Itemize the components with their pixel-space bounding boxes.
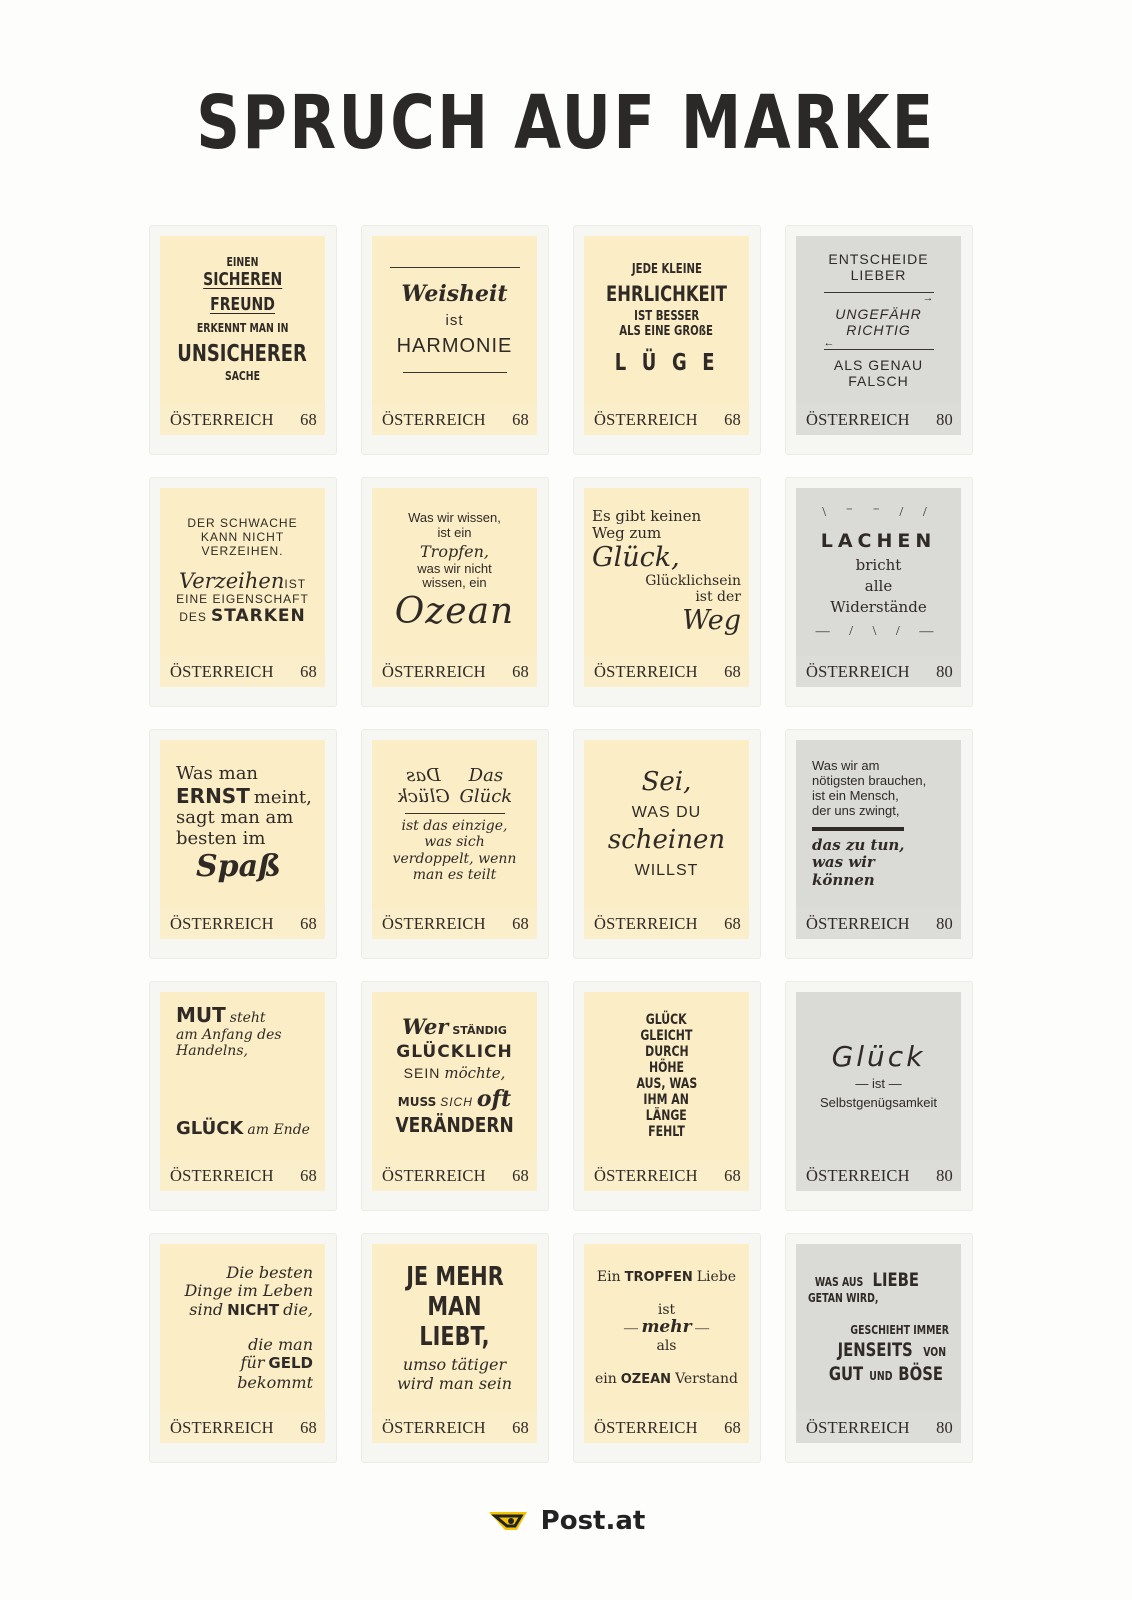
stamp-value: 68	[300, 409, 317, 429]
stamp-text: JENSEITS	[837, 1338, 914, 1361]
stamp-text: SICHEREN	[202, 269, 283, 291]
stamp-text: NICHT	[227, 1300, 280, 1319]
stamp-text: GESCHIEHT IMMER	[850, 1323, 949, 1338]
stamp-footer	[160, 908, 325, 939]
stamp-text: AUS, WAS	[636, 1076, 697, 1092]
stamp-text: EINEN	[226, 255, 259, 270]
stamp-footer	[584, 656, 749, 687]
dash-icon: —	[691, 1321, 710, 1337]
stamp-text: die man	[248, 1335, 313, 1354]
stamp-country: ÖSTERREICH	[382, 1417, 486, 1437]
stamp-frame	[149, 1233, 337, 1463]
stamp-footer	[584, 1412, 749, 1443]
stamp-footer	[160, 656, 325, 687]
stamp-text: am Anfang des	[176, 1027, 282, 1044]
stamp-text: umso tätiger	[402, 1355, 507, 1375]
arrow-right-icon: →	[824, 292, 934, 304]
stamp-text: Das	[405, 765, 441, 787]
stamp-text: als	[656, 1337, 677, 1354]
stamp-text-row	[179, 607, 305, 627]
stamp-text: können	[812, 870, 875, 889]
stamp-text: mehr	[641, 1317, 692, 1338]
stamp-text-row	[624, 1318, 709, 1338]
stamp-country: ÖSTERREICH	[170, 913, 274, 933]
stamp-frame	[785, 1233, 973, 1463]
stamp-text: möchte,	[444, 1064, 506, 1083]
stamp-text-row	[808, 1364, 949, 1386]
stamp-country: ÖSTERREICH	[594, 661, 698, 681]
stamp-value: 68	[724, 1417, 741, 1437]
stamp-value: 68	[300, 1165, 317, 1185]
stamp-text-row	[597, 1268, 736, 1286]
stamp-text: Es gibt keinen	[592, 506, 702, 525]
stamp-art	[584, 236, 749, 404]
mirrored-text	[397, 765, 450, 807]
stamp-text: die,	[283, 1299, 313, 1319]
stamp-country: ÖSTERREICH	[170, 409, 274, 429]
stamp-text: GETAN WIRD,	[808, 1291, 879, 1306]
stamp-text: VON	[922, 1344, 946, 1359]
stamp-art	[372, 236, 537, 404]
stamp-text: ERNST	[176, 783, 250, 808]
stamp-text-row	[168, 1301, 313, 1320]
stamp-art	[372, 488, 537, 656]
stamp-value: 68	[512, 661, 529, 681]
stamp-text-row	[179, 569, 306, 593]
decorative-dashes-icon: \ ⁻ ⁻ / /	[822, 504, 935, 520]
stamp-value: 68	[724, 913, 741, 933]
stamp-country: ÖSTERREICH	[594, 409, 698, 429]
stamp-text: Sei,	[641, 766, 692, 797]
stamp-text: WILLST	[634, 861, 699, 879]
stamp-art	[160, 740, 325, 908]
dash-icon: —	[623, 1321, 642, 1337]
stamp-text: Glück,	[592, 542, 680, 574]
stamp-country: ÖSTERREICH	[806, 913, 910, 933]
stamp-text: SICH	[440, 1094, 473, 1109]
stamp-text: ist ein Mensch,	[812, 788, 899, 804]
stamp-text: Was man	[176, 762, 259, 784]
stamp-text: ist	[657, 1302, 676, 1319]
stamp-text: ERKENNT MAN IN	[196, 320, 289, 335]
stamp-text: der uns zwingt,	[812, 803, 900, 819]
stamp-text: Weg	[682, 605, 741, 637]
dash-icon: —	[855, 1076, 872, 1092]
decorative-dashes-icon: — / \ / —	[815, 624, 942, 640]
stamp-text: Verzeihen	[178, 568, 285, 593]
stamp-value: 80	[936, 1165, 953, 1185]
stamp-text: am Ende	[247, 1122, 310, 1139]
stamp-country: ÖSTERREICH	[170, 1417, 274, 1437]
stamp-art	[584, 1244, 749, 1412]
stamp[interactable]	[796, 1244, 961, 1443]
stamp-text: GUT	[828, 1362, 864, 1385]
stamp-text: MAN LIEBT,	[419, 1291, 490, 1352]
stamp-art	[160, 236, 325, 404]
stamp-text-row	[855, 1077, 901, 1092]
stamp-text: bricht	[855, 555, 902, 574]
stamp-art	[372, 992, 537, 1160]
stamp-text: Spaß	[196, 848, 281, 884]
stamp-text: ist ein	[437, 525, 472, 541]
stamp-text: ENTSCHEIDE	[828, 250, 929, 267]
stamp-text: steht	[229, 1010, 266, 1026]
stamp-text: UNSICHERER	[177, 341, 308, 368]
stamp-value: 68	[300, 913, 317, 933]
stamp-text: IST	[284, 576, 307, 591]
stamp-value: 68	[512, 409, 529, 429]
stamp-text: oft	[476, 1085, 512, 1112]
logo-text: Post.at	[540, 1506, 646, 1536]
stamp-art	[796, 236, 961, 404]
stamp-text: LACHEN	[820, 529, 937, 552]
stamp-text: bekommt	[237, 1372, 313, 1392]
stamp-text: für	[240, 1353, 265, 1373]
stamp[interactable]	[796, 488, 961, 687]
stamp-value: 68	[512, 913, 529, 933]
stamp-text: wissen, ein	[422, 575, 487, 591]
stamp-text: FREUND	[210, 293, 275, 315]
stamp-text-row	[176, 1004, 282, 1027]
stamp-country: ÖSTERREICH	[594, 913, 698, 933]
divider-bar	[812, 827, 904, 831]
stamp-text: MUSS	[397, 1094, 437, 1109]
stamp-frame	[573, 981, 761, 1211]
stamp-text: ALS EINE GROßE	[619, 324, 714, 340]
stamp-text: sagt man am	[176, 807, 294, 829]
stamp-text: das zu tun,	[812, 836, 905, 854]
stamp-art	[796, 1244, 961, 1412]
stamp-frame	[149, 729, 337, 959]
stamp-text-group	[176, 1004, 282, 1060]
stamp-text: Weg zum	[592, 523, 662, 542]
stamp-text-row	[176, 785, 312, 809]
stamp-art	[160, 488, 325, 656]
stamp-text: Wer	[402, 1014, 449, 1040]
stamp-text: DER SCHWACHE	[187, 516, 298, 531]
stamp-text: HÖHE	[648, 1059, 685, 1076]
stamp-country: ÖSTERREICH	[382, 409, 486, 429]
stamp[interactable]	[372, 236, 537, 435]
stamp-frame	[785, 225, 973, 455]
stamp-value: 80	[936, 913, 953, 933]
stamp-text: UND	[869, 1368, 893, 1383]
stamp-text: ein	[594, 1370, 617, 1387]
divider	[405, 813, 505, 814]
stamp-value: 68	[724, 409, 741, 429]
stamp-footer	[160, 1412, 325, 1443]
stamp-text: alle	[864, 576, 893, 595]
stamp-text: was sich	[424, 834, 485, 851]
stamp-text: IST BESSER	[633, 309, 700, 325]
stamp-text: WAS AUS	[814, 1275, 864, 1290]
stamp-text: Was wir am	[812, 758, 880, 774]
stamp[interactable]	[584, 740, 749, 939]
dash-icon: —	[885, 1076, 902, 1092]
stamp-text: meint,	[253, 786, 312, 808]
stamp-text: GLÜCK	[646, 1011, 687, 1028]
stamp[interactable]	[796, 992, 961, 1191]
stamp-text: LIEBE	[872, 1269, 920, 1292]
stamp-value: 68	[724, 1165, 741, 1185]
stamp-footer	[796, 1160, 961, 1191]
stamp-text: UNGEFÄHR	[835, 305, 922, 322]
stamp-footer	[160, 404, 325, 435]
stamp-art	[584, 992, 749, 1160]
stamp[interactable]	[584, 236, 749, 435]
stamp-text: ist	[445, 311, 464, 329]
stamp-text: ALS GENAU	[833, 357, 924, 374]
stamp-value: 68	[724, 661, 741, 681]
stamp-art	[796, 488, 961, 656]
stamp-text: STÄNDIG	[452, 1024, 507, 1038]
stamp[interactable]	[160, 1244, 325, 1443]
stamp-text: FEHLT	[648, 1124, 685, 1141]
stamp-country: ÖSTERREICH	[382, 1165, 486, 1185]
stamp-text-row	[176, 1119, 310, 1140]
stamp-text: TROPFEN	[624, 1269, 693, 1285]
divider	[390, 267, 520, 268]
stamp-text-row	[404, 1065, 506, 1083]
stamp-text: besten im	[176, 827, 266, 849]
stamp-text: Glück	[459, 786, 513, 808]
stamp-text: Liebe	[696, 1268, 737, 1285]
stamp-footer	[584, 1160, 749, 1191]
stamp-text: Glücklichsein	[645, 573, 741, 590]
stamp-text: Dinge im Leben	[184, 1281, 313, 1301]
stamp-art	[584, 488, 749, 656]
stamp-footer	[796, 656, 961, 687]
stamp[interactable]	[160, 236, 325, 435]
stamp-text: Ozean	[394, 591, 515, 633]
stamp-text: nötigsten brauchen,	[812, 773, 927, 789]
stamp[interactable]	[372, 740, 537, 939]
stamp-text: GLEICHT	[640, 1027, 693, 1044]
stamp[interactable]	[160, 488, 325, 687]
stamp-text: STARKEN	[210, 606, 306, 627]
stamp-value: 80	[936, 661, 953, 681]
stamp-footer	[372, 656, 537, 687]
stamp[interactable]	[584, 1244, 749, 1443]
stamp-footer	[584, 404, 749, 435]
stamp-text: DURCH	[644, 1043, 689, 1060]
stamp-art	[160, 1244, 325, 1412]
stamp-country: ÖSTERREICH	[806, 661, 910, 681]
stamp-text: sind	[189, 1299, 224, 1319]
stamp-value: 68	[512, 1165, 529, 1185]
stamp-value: 80	[936, 409, 953, 429]
stamp[interactable]	[160, 740, 325, 939]
post-logo[interactable]	[0, 1506, 1132, 1536]
stamp-grid	[149, 225, 985, 1470]
stamp-country: ÖSTERREICH	[170, 1165, 274, 1185]
stamp-text: L Ü G E	[614, 350, 719, 377]
stamp-text: HARMONIE	[396, 334, 513, 357]
stamp-art	[796, 740, 961, 908]
stamp-value: 68	[512, 1417, 529, 1437]
stamp-text: Widerstände	[830, 598, 927, 617]
stamp-country: ÖSTERREICH	[594, 1417, 698, 1437]
stamp-footer	[160, 1160, 325, 1191]
stamp[interactable]	[584, 992, 749, 1191]
stamp[interactable]	[160, 992, 325, 1191]
stamp-text: Glück	[396, 786, 450, 808]
stamp-value: 80	[936, 1417, 953, 1437]
stamp-text: IHM AN	[643, 1092, 690, 1109]
stamp-text: GLÜCK	[176, 1118, 244, 1140]
stamp-text: SACHE	[224, 368, 261, 383]
stamp[interactable]	[796, 740, 961, 939]
stamp-text: Das	[468, 765, 504, 787]
stamp-country: ÖSTERREICH	[806, 1417, 910, 1437]
stamp-text: GLÜCKLICH	[396, 1041, 513, 1062]
stamp-country: ÖSTERREICH	[594, 1165, 698, 1185]
stamp-text: Verstand	[675, 1370, 739, 1387]
stamp-frame	[785, 981, 973, 1211]
stamp-text-row	[168, 1354, 313, 1373]
stamp-country: ÖSTERREICH	[806, 409, 910, 429]
stamp-frame	[573, 729, 761, 959]
stamp-text: ist das einzige,	[401, 818, 508, 835]
stamp-text: Selbstgenügsamkeit	[819, 1095, 938, 1111]
stamp-text: BÖSE	[898, 1362, 943, 1385]
stamp-text: wird man sein	[397, 1373, 512, 1393]
stamp-frame	[573, 225, 761, 455]
stamp-text: VERÄNDERN	[395, 1112, 514, 1137]
stamp[interactable]	[372, 488, 537, 687]
stamp-text: OZEAN	[620, 1371, 672, 1387]
stamp-frame	[361, 225, 549, 455]
mirrored-title	[397, 765, 512, 807]
stamp-text: RICHTIG	[846, 322, 911, 338]
stamp-text-row	[398, 1087, 511, 1112]
stamp-country: ÖSTERREICH	[382, 661, 486, 681]
stamp-text-row	[402, 1015, 507, 1039]
stamp-text: EINE EIGENSCHAFT	[176, 592, 309, 607]
stamp-frame	[785, 729, 973, 959]
stamp-text: DES	[179, 610, 207, 625]
divider	[403, 372, 507, 373]
stamp-footer	[372, 1412, 537, 1443]
stamp-text-row	[808, 1270, 949, 1292]
stamp-text: ist der	[695, 589, 741, 606]
stamp-text: man es teilt	[412, 866, 497, 883]
stamp-text: EHRLICHKEIT	[606, 282, 727, 307]
stamp-text: Die besten	[226, 1262, 313, 1282]
stamp[interactable]	[372, 992, 537, 1191]
stamp-frame	[361, 981, 549, 1211]
stamp-frame	[149, 477, 337, 707]
stamp-footer	[796, 1412, 961, 1443]
stamp-text: ist	[872, 1076, 885, 1092]
stamp-country: ÖSTERREICH	[806, 1165, 910, 1185]
stamp-text: GELD	[268, 1354, 313, 1373]
stamp-footer	[796, 908, 961, 939]
stamp-text: SEIN	[403, 1065, 441, 1082]
stamp-text-row	[808, 1340, 949, 1362]
title-text	[460, 765, 513, 807]
stamp-frame	[573, 477, 761, 707]
stamp-footer	[584, 908, 749, 939]
stamp-frame	[361, 729, 549, 959]
stamp-text: Glück	[831, 1039, 926, 1073]
stamp-text: JEDE KLEINE	[631, 262, 702, 278]
stamp-text: KANN NICHT	[200, 530, 285, 545]
stamp-art	[160, 992, 325, 1160]
stamp-footer	[372, 908, 537, 939]
stamp-text: was wir	[812, 853, 875, 872]
stamp-text: LIEBER	[850, 266, 907, 283]
stamp-footer	[796, 404, 961, 435]
stamp-text: was wir nicht	[417, 560, 492, 576]
stamp-text: Weisheit	[401, 281, 508, 308]
arrow-left-icon: ←	[824, 338, 934, 350]
stamp-text: FALSCH	[848, 373, 909, 390]
stamp-text: Tropfen,	[420, 542, 489, 562]
stamp-art	[372, 1244, 537, 1412]
stamp-art	[372, 740, 537, 908]
stamp-text: verdoppelt, wenn	[392, 850, 517, 867]
stamp-text: Ein	[596, 1268, 621, 1285]
stamp-country: ÖSTERREICH	[170, 661, 274, 681]
stamp-country: ÖSTERREICH	[382, 913, 486, 933]
stamp-frame	[361, 477, 549, 707]
stamp-text: VERZEIHEN.	[201, 544, 284, 559]
stamp-frame	[149, 225, 337, 455]
stamp-value: 68	[300, 661, 317, 681]
stamp-art	[796, 992, 961, 1160]
stamp-frame	[785, 477, 973, 707]
sheet-title: SPRUCH AUF MARKE	[196, 80, 936, 166]
stamp-frame	[573, 1233, 761, 1463]
stamp-text: scheinen	[607, 825, 726, 855]
stamp-text: JE MEHR	[405, 1261, 504, 1292]
stamp-art	[584, 740, 749, 908]
stamp-text: Handelns,	[176, 1043, 248, 1060]
stamp-text-row	[595, 1370, 738, 1388]
stamp[interactable]	[584, 488, 749, 687]
stamp-footer	[372, 1160, 537, 1191]
stamp-frame	[149, 981, 337, 1211]
stamp-frame	[361, 1233, 549, 1463]
post-horn-icon	[487, 1508, 533, 1534]
stamp[interactable]	[372, 1244, 537, 1443]
stamp-text: Was wir wissen,	[408, 510, 501, 526]
stamp-text: LÄNGE	[646, 1108, 687, 1125]
stamp-value: 68	[300, 1417, 317, 1437]
stamp[interactable]	[796, 236, 961, 435]
stamp-footer	[372, 404, 537, 435]
stamp-text: WAS DU	[631, 803, 702, 821]
stamp-text: MUT	[176, 1003, 226, 1027]
